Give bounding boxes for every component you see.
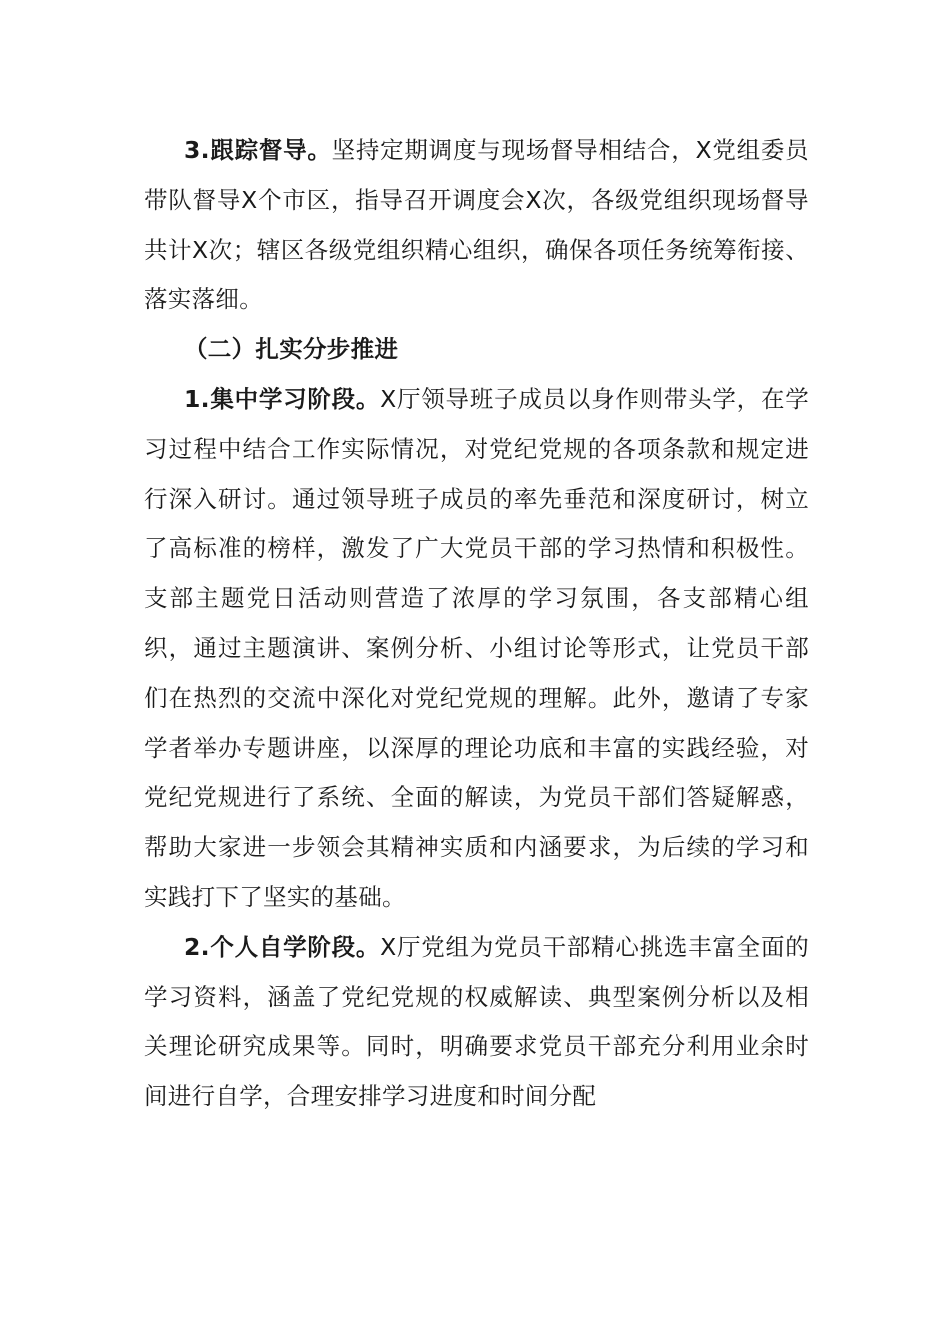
paragraph-text: X厅党组为党员干部精心挑选丰富全面的学习资料，涵盖了党纪党规的权威解读、典型案例分析以及相关理论研究成果等。同时，明确要求党员干部充分利用业余时间进行自学，合理安排学习进度和时间分配 (144, 932, 810, 1111)
document-body (144, 126, 809, 1122)
paragraph-self-study (144, 923, 809, 1122)
paragraph-lead: 1.集中学习阶段。 (184, 384, 381, 413)
paragraph-centralized-study (144, 375, 809, 923)
paragraph-text: 坚持定期调度与现场督导相结合，X党组委员带队督导X个市区，指导召开调度会X次，各级党组织现场督导共计X次；辖区各级党组织精心组织，确保各项任务统筹衔接、落实落细。 (144, 136, 809, 314)
paragraph-text: X厅领导班子成员以身作则带头学，在学习过程中结合工作实际情况，对党纪党规的各项条款和规定进行深入研讨。通过领导班子成员的率先垂范和深度研讨，树立了高标准的榜样，激发了广大党员干部的学习热情和积极性。支部主题党日活动则营造了浓厚的学习氛围，各支部精心组织，通过主题演讲、案例分析、小组讨论等形式，让党员干部们在热烈的交流中深化对党纪党规的理解。此外，邀请了专家学者举办专题讲座，以深厚的理论功底和丰富的实践经验，对党纪党规进行了系统、全面的解读，为党员干部们答疑解惑，帮助大家进一步领会其精神实质和内涵要求，为后续的学习和实践打下了坚实的基础。 (144, 384, 810, 911)
paragraph-lead: 2.个人自学阶段。 (184, 932, 381, 961)
section-heading: （二）扎实分步推进 (184, 335, 399, 364)
paragraph-tracking-supervision (144, 126, 809, 325)
paragraph-lead: 3.跟踪督导。 (184, 136, 332, 164)
